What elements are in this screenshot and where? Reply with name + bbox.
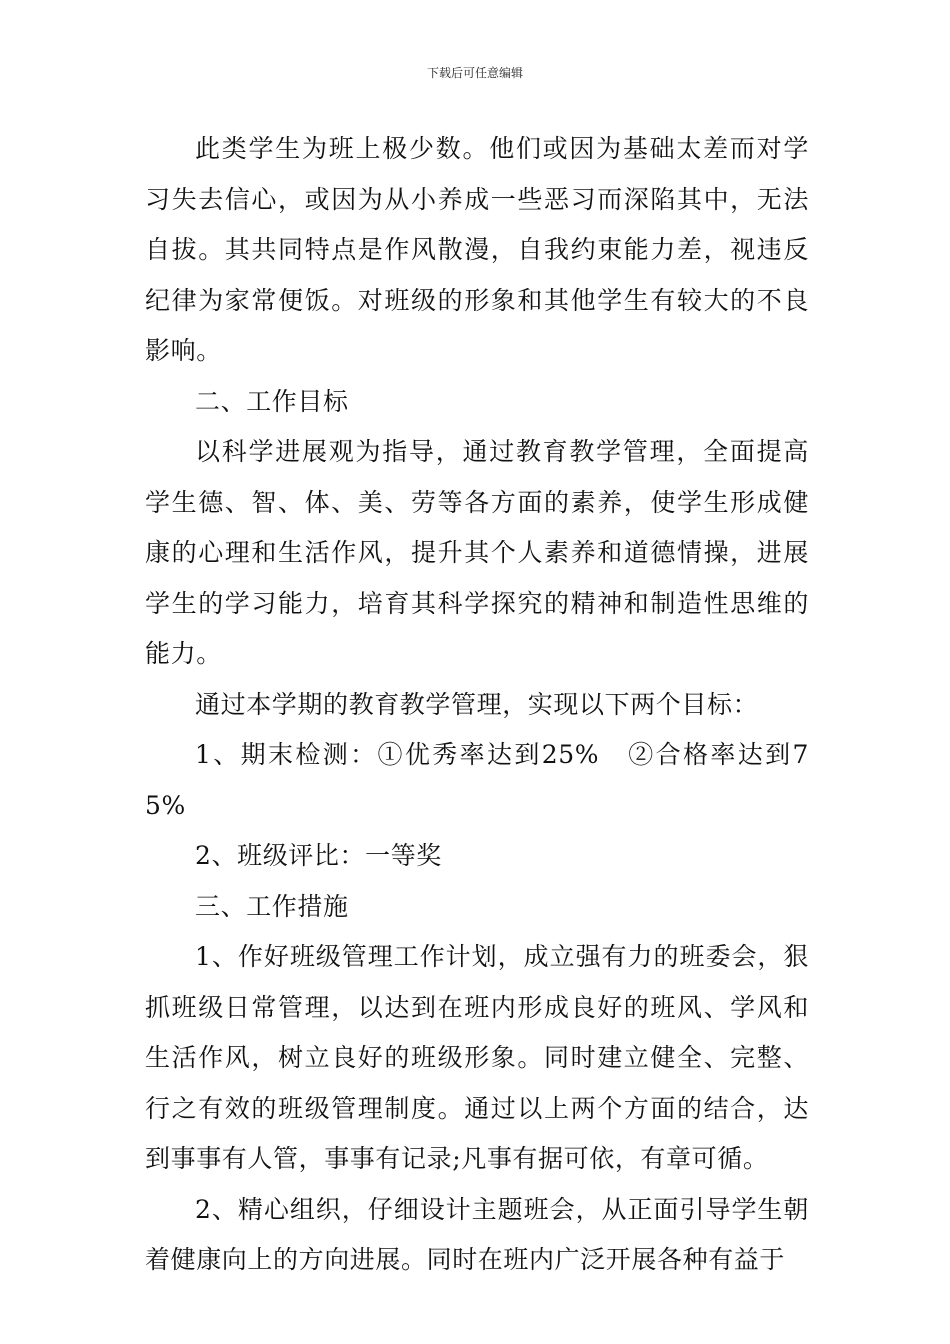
- goal-item-exam: 1、期末检测：①优秀率达到25% ②合格率达到75%: [145, 740, 809, 820]
- page-header-note: 下载后可任意编辑: [426, 66, 523, 80]
- section-heading-work-goals: 二、工作目标: [195, 386, 349, 416]
- section-heading-work-measures: 三、工作措施: [195, 891, 349, 921]
- paragraph-goals-guidance: 以科学进展观为指导，通过教育教学管理，全面提高学生德、智、体、美、劳等各方面的素养，使学生形成健康的心理和生活作风，提升其个人素养和道德情操，进展学生的学习能力，培育其科学探究的精神和制造性思维的能力。: [145, 437, 809, 668]
- goal-item-class-rating: 2、班级评比：一等奖: [195, 841, 442, 870]
- measure-item-theme-meetings: 2、精心组织，仔细设计主题班会，从正面引导学生朝着健康向上的方向进展。同时在班内广泛开展各种有益于: [145, 1194, 809, 1274]
- paragraph-goals-intro: 通过本学期的教育教学管理，实现以下两个目标：: [195, 689, 759, 719]
- measure-item-class-management: 1、作好班级管理工作计划，成立强有力的班委会，狠抓班级日常管理，以达到在班内形成良好的班风、学风和生活作风，树立良好的班级形象。同时建立健全、完整、行之有效的班级管理制度。通过以上两个方面的结合，达到事事有人管，事事有记录;凡事有据可依，有章可循。: [145, 942, 809, 1173]
- document-body: [145, 124, 809, 1286]
- paragraph-student-description: 此类学生为班上极少数。他们或因为基础太差而对学习失去信心，或因为从小养成一些恶习而深陷其中，无法自拔。其共同特点是作风散漫，自我约束能力差，视违反纪律为家常便饭。对班级的形象和其他学生有较大的不良影响。: [145, 134, 809, 365]
